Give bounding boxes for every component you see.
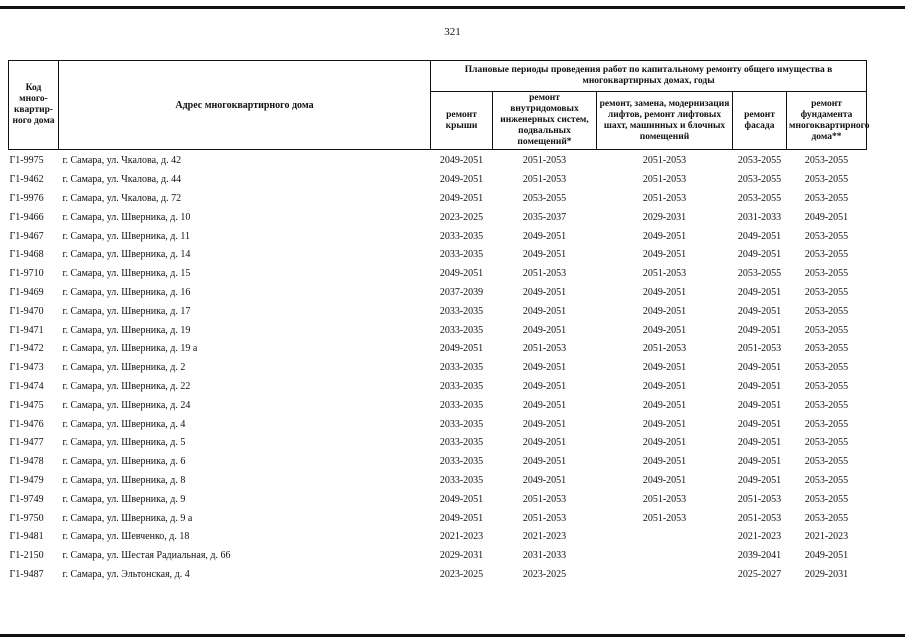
- cell-foundation: 2053-2055: [804, 155, 849, 167]
- cell-lifts: 2049-2051: [642, 362, 687, 374]
- cell-foundation: 2029-2031: [804, 568, 849, 580]
- cell-systems: 2051-2053: [522, 268, 567, 280]
- cell-roof: 2033-2035: [439, 324, 484, 336]
- cell-address: г. Самара, ул. Шверника, д. 10: [62, 211, 191, 223]
- cell-code: Г1-9474: [9, 380, 44, 392]
- cell-code: Г1-9476: [9, 418, 44, 430]
- cell-address: г. Самара, ул. Шверника, д. 14: [62, 249, 191, 261]
- cell-address: г. Самара, ул. Шевченко, д. 18: [62, 531, 190, 543]
- top-rule: [0, 6, 905, 9]
- cell-facade: 2049-2051: [737, 437, 782, 449]
- cell-code: Г1-9710: [9, 268, 44, 280]
- cell-lifts: [597, 566, 733, 585]
- cell-code: Г1-9475: [9, 399, 44, 411]
- cell-foundation: 2053-2055: [804, 324, 849, 336]
- cell-lifts: 2051-2053: [642, 268, 687, 280]
- cell-lifts: 2049-2051: [642, 286, 687, 298]
- bottom-rule: [0, 634, 905, 637]
- page-number: 321: [444, 26, 461, 38]
- cell-facade: 2049-2051: [737, 249, 782, 261]
- cell-address: г. Самара, ул. Шверника, д. 4: [62, 418, 186, 430]
- cell-foundation: 2053-2055: [804, 474, 849, 486]
- cell-code: Г1-9478: [9, 456, 44, 468]
- cell-foundation: 2053-2055: [804, 362, 849, 374]
- cell-facade: 2053-2055: [737, 268, 782, 280]
- cell-roof: 2029-2031: [439, 550, 484, 562]
- header-systems: ремонт внутридомовых инженерных систем, подвальных помещений*: [493, 92, 597, 150]
- table-row: [9, 246, 867, 265]
- cell-roof: 2033-2035: [439, 437, 484, 449]
- cell-facade: 2039-2041: [737, 550, 782, 562]
- cell-foundation: 2053-2055: [804, 192, 849, 204]
- cell-foundation: 2053-2055: [804, 399, 849, 411]
- cell-facade: 2051-2053: [737, 512, 782, 524]
- cell-foundation: 2053-2055: [804, 249, 849, 261]
- cell-systems: 2051-2053: [522, 155, 567, 167]
- table-row: [9, 396, 867, 415]
- cell-systems: 2049-2051: [522, 362, 567, 374]
- cell-code: Г1-9466: [9, 211, 44, 223]
- cell-roof: 2033-2035: [439, 418, 484, 430]
- cell-lifts: 2051-2053: [642, 343, 687, 355]
- cell-roof: 2049-2051: [439, 155, 484, 167]
- cell-foundation: 2053-2055: [804, 174, 849, 186]
- cell-systems: 2049-2051: [522, 305, 567, 317]
- cell-systems: 2051-2053: [522, 493, 567, 505]
- cell-lifts: 2051-2053: [642, 155, 687, 167]
- cell-address: г. Самара, ул. Шверника, д. 19 а: [62, 343, 198, 355]
- cell-systems: 2049-2051: [522, 324, 567, 336]
- table-row: [9, 150, 867, 171]
- cell-systems: 2049-2051: [522, 286, 567, 298]
- cell-address: г. Самара, ул. Шверника, д. 2: [62, 362, 186, 374]
- cell-code: Г1-2150: [9, 550, 44, 562]
- cell-facade: 2049-2051: [737, 474, 782, 486]
- cell-facade: 2049-2051: [737, 456, 782, 468]
- cell-roof: 2049-2051: [439, 192, 484, 204]
- cell-address: г. Самара, ул. Шверника, д. 17: [62, 305, 191, 317]
- cell-address: г. Самара, ул. Шверника, д. 15: [62, 268, 191, 280]
- cell-systems: 2049-2051: [522, 230, 567, 242]
- table-row: [9, 227, 867, 246]
- table-row: [9, 321, 867, 340]
- cell-systems: 2031-2033: [522, 550, 567, 562]
- table-row: [9, 190, 867, 209]
- cell-code: Г1-9472: [9, 343, 44, 355]
- cell-address: г. Самара, ул. Шверника, д. 6: [62, 456, 186, 468]
- table-row: [9, 208, 867, 227]
- cell-systems: 2049-2051: [522, 249, 567, 261]
- cell-code: Г1-9477: [9, 437, 44, 449]
- cell-code: Г1-9750: [9, 512, 44, 524]
- cell-lifts: 2051-2053: [642, 174, 687, 186]
- cell-roof: 2033-2035: [439, 305, 484, 317]
- table-row: [9, 472, 867, 491]
- cell-facade: 2053-2055: [737, 174, 782, 186]
- cell-systems: 2049-2051: [522, 380, 567, 392]
- cell-roof: 2037-2039: [439, 286, 484, 298]
- cell-lifts: 2049-2051: [642, 474, 687, 486]
- cell-code: Г1-9976: [9, 192, 44, 204]
- cell-facade: 2021-2023: [737, 531, 782, 543]
- cell-systems: 2049-2051: [522, 474, 567, 486]
- cell-systems: 2049-2051: [522, 437, 567, 449]
- cell-address: г. Самара, ул. Эльтонская, д. 4: [62, 568, 190, 580]
- cell-foundation: 2053-2055: [804, 437, 849, 449]
- header-facade: ремонт фасада: [733, 92, 787, 150]
- cell-roof: 2049-2051: [439, 174, 484, 186]
- cell-code: Г1-9469: [9, 286, 44, 298]
- cell-foundation: 2053-2055: [804, 493, 849, 505]
- cell-address: г. Самара, ул. Шверника, д. 8: [62, 474, 186, 486]
- header-lifts: ремонт, замена, модернизация лифтов, ремонт лифтовых шахт, машинных и блочных помещений: [597, 92, 733, 150]
- cell-facade: 2051-2053: [737, 493, 782, 505]
- table-row: [9, 415, 867, 434]
- cell-lifts: 2049-2051: [642, 380, 687, 392]
- cell-roof: 2033-2035: [439, 474, 484, 486]
- table-row: [9, 378, 867, 397]
- table-row: [9, 547, 867, 566]
- cell-foundation: 2053-2055: [804, 418, 849, 430]
- header-address: Адрес многоквартирного дома: [59, 61, 431, 150]
- cell-code: Г1-9479: [9, 474, 44, 486]
- cell-code: Г1-9749: [9, 493, 44, 505]
- cell-code: Г1-9471: [9, 324, 44, 336]
- header-foundation: ремонт фундамента многоквартирного дома**: [787, 92, 867, 150]
- cell-facade: 2025-2027: [737, 568, 782, 580]
- cell-systems: 2051-2053: [522, 343, 567, 355]
- cell-facade: 2031-2033: [737, 211, 782, 223]
- cell-address: г. Самара, ул. Чкалова, д. 72: [62, 192, 182, 204]
- cell-code: Г1-9468: [9, 249, 44, 261]
- cell-roof: 2021-2023: [439, 531, 484, 543]
- cell-lifts: 2049-2051: [642, 399, 687, 411]
- cell-lifts: 2049-2051: [642, 230, 687, 242]
- cell-roof: 2033-2035: [439, 456, 484, 468]
- cell-systems: 2049-2051: [522, 418, 567, 430]
- cell-facade: 2049-2051: [737, 380, 782, 392]
- cell-address: г. Самара, ул. Шверника, д. 24: [62, 399, 191, 411]
- cell-lifts: 2049-2051: [642, 249, 687, 261]
- cell-systems: 2049-2051: [522, 399, 567, 411]
- table-row: [9, 340, 867, 359]
- cell-roof: 2023-2025: [439, 568, 484, 580]
- cell-address: г. Самара, ул. Чкалова, д. 42: [62, 155, 182, 167]
- cell-lifts: 2049-2051: [642, 305, 687, 317]
- cell-foundation: 2053-2055: [804, 305, 849, 317]
- cell-address: г. Самара, ул. Шверника, д. 19: [62, 324, 191, 336]
- cell-systems: 2021-2023: [522, 531, 567, 543]
- cell-lifts: [597, 547, 733, 566]
- table-row: [9, 566, 867, 585]
- cell-address: г. Самара, ул. Шверника, д. 5: [62, 437, 186, 449]
- cell-address: г. Самара, ул. Чкалова, д. 44: [62, 174, 182, 186]
- cell-foundation: 2053-2055: [804, 456, 849, 468]
- cell-systems: 2051-2053: [522, 174, 567, 186]
- cell-code: Г1-9473: [9, 362, 44, 374]
- cell-facade: 2053-2055: [737, 192, 782, 204]
- cell-facade: 2049-2051: [737, 399, 782, 411]
- cell-lifts: 2049-2051: [642, 456, 687, 468]
- table-row: [9, 265, 867, 284]
- cell-facade: 2049-2051: [737, 230, 782, 242]
- cell-systems: 2023-2025: [522, 568, 567, 580]
- cell-address: г. Самара, ул. Шверника, д. 16: [62, 286, 191, 298]
- header-roof: ремонт крыши: [431, 92, 493, 150]
- cell-lifts: 2051-2053: [642, 192, 687, 204]
- cell-systems: 2035-2037: [522, 211, 567, 223]
- cell-lifts: 2051-2053: [642, 512, 687, 524]
- cell-foundation: 2049-2051: [804, 550, 849, 562]
- table-row: [9, 509, 867, 528]
- cell-roof: 2049-2051: [439, 268, 484, 280]
- cell-roof: 2049-2051: [439, 512, 484, 524]
- cell-lifts: [597, 528, 733, 547]
- cell-facade: 2049-2051: [737, 418, 782, 430]
- cell-roof: 2033-2035: [439, 399, 484, 411]
- cell-facade: 2049-2051: [737, 362, 782, 374]
- cell-foundation: 2053-2055: [804, 343, 849, 355]
- table-row: [9, 434, 867, 453]
- cell-foundation: 2053-2055: [804, 512, 849, 524]
- cell-foundation: 2053-2055: [804, 286, 849, 298]
- cell-address: г. Самара, ул. Шверника, д. 22: [62, 380, 191, 392]
- cell-facade: 2049-2051: [737, 305, 782, 317]
- table-row: [9, 171, 867, 190]
- cell-code: Г1-9487: [9, 568, 44, 580]
- cell-systems: 2051-2053: [522, 512, 567, 524]
- cell-code: Г1-9462: [9, 174, 44, 186]
- cell-facade: 2053-2055: [737, 155, 782, 167]
- cell-systems: 2049-2051: [522, 456, 567, 468]
- table-row: [9, 284, 867, 303]
- table-row: [9, 359, 867, 378]
- cell-code: Г1-9975: [9, 155, 44, 167]
- header-code: Код много-квартир-ного дома: [9, 61, 59, 150]
- table-row: [9, 490, 867, 509]
- cell-roof: 2023-2025: [439, 211, 484, 223]
- cell-foundation: 2053-2055: [804, 230, 849, 242]
- cell-lifts: 2049-2051: [642, 437, 687, 449]
- cell-facade: 2051-2053: [737, 343, 782, 355]
- cell-roof: 2033-2035: [439, 380, 484, 392]
- cell-roof: 2033-2035: [439, 230, 484, 242]
- cell-systems: 2053-2055: [522, 192, 567, 204]
- cell-foundation: 2053-2055: [804, 380, 849, 392]
- cell-address: г. Самара, ул. Шверника, д. 9 а: [62, 512, 193, 524]
- cell-address: г. Самара, ул. Шверника, д. 9: [62, 493, 186, 505]
- cell-address: г. Самара, ул. Шестая Радиальная, д. 66: [62, 550, 231, 562]
- table-row: [9, 528, 867, 547]
- cell-foundation: 2053-2055: [804, 268, 849, 280]
- cell-lifts: 2029-2031: [642, 211, 687, 223]
- table-row: [9, 302, 867, 321]
- cell-code: Г1-9470: [9, 305, 44, 317]
- cell-foundation: 2021-2023: [804, 531, 849, 543]
- cell-roof: 2033-2035: [439, 249, 484, 261]
- cell-roof: 2033-2035: [439, 362, 484, 374]
- cell-code: Г1-9467: [9, 230, 44, 242]
- cell-lifts: 2051-2053: [642, 493, 687, 505]
- cell-lifts: 2049-2051: [642, 324, 687, 336]
- cell-roof: 2049-2051: [439, 493, 484, 505]
- cell-foundation: 2049-2051: [804, 211, 849, 223]
- cell-address: г. Самара, ул. Шверника, д. 11: [62, 230, 191, 242]
- header-period-group: Плановые периоды проведения работ по капитальному ремонту общего имущества в многоквартирных домах, годы: [431, 61, 867, 92]
- cell-lifts: 2049-2051: [642, 418, 687, 430]
- cell-facade: 2049-2051: [737, 286, 782, 298]
- table-row: [9, 453, 867, 472]
- cell-code: Г1-9481: [9, 531, 44, 543]
- cell-roof: 2049-2051: [439, 343, 484, 355]
- cell-facade: 2049-2051: [737, 324, 782, 336]
- repair-schedule-table: [8, 60, 870, 584]
